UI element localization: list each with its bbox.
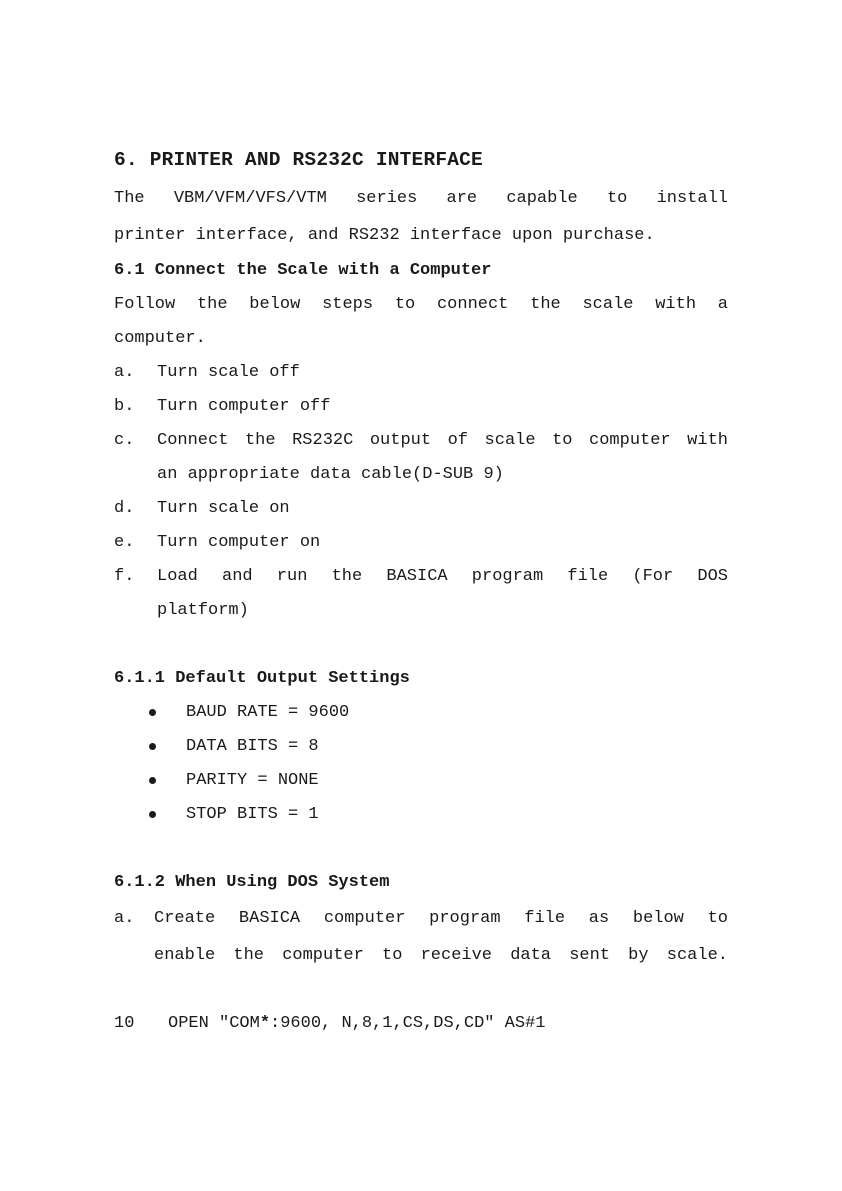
subsection-6-1-title: 6.1 Connect the Scale with a Computer [114, 261, 492, 280]
list-item [114, 492, 728, 526]
code-text-bold: * [259, 1014, 271, 1033]
setting-text: BAUD RATE = 9600 [186, 703, 350, 722]
list-item [114, 356, 728, 390]
step-text-line-2: platform) [157, 601, 249, 620]
list-item [114, 424, 728, 492]
step-text: Turn computer off [157, 397, 331, 416]
document-page [114, 146, 728, 1041]
step-text: Turn scale on [157, 499, 290, 518]
subsection-6-1-1-title: 6.1.1 Default Output Settings [114, 669, 410, 688]
code-text-after: :9600, N,8,1,CS,DS,CD" AS#1 [270, 1014, 546, 1033]
step-text [154, 900, 728, 974]
section-intro [114, 180, 728, 254]
setting-text: STOP BITS = 1 [186, 805, 319, 824]
setting-text: PARITY = NONE [186, 771, 319, 790]
step-marker: d. [114, 499, 135, 518]
code-text-before: OPEN "COM [168, 1014, 260, 1033]
spacer [114, 628, 728, 662]
list-item [114, 390, 728, 424]
step-text-line-1: Create BASICA computer program file as below to [154, 909, 728, 928]
subsection-6-1-2-title: 6.1.2 When Using DOS System [114, 873, 390, 892]
connection-steps-list [114, 356, 728, 628]
step-marker: c. [114, 431, 135, 450]
step-text: Turn scale off [157, 363, 300, 382]
step-text [157, 560, 728, 628]
step-text-line-1: Load and run the BASICA program file (For DOS [157, 567, 728, 586]
code-text [168, 1007, 545, 1041]
step-marker: e. [114, 533, 135, 552]
list-item [114, 526, 728, 560]
list-item [114, 764, 728, 798]
spacer [114, 832, 728, 866]
section-title: 6. PRINTER AND RS232C INTERFACE [114, 149, 483, 171]
step-text-line-2: enable the computer to receive data sent by scale. [154, 946, 728, 965]
step-text-line-2: an appropriate data cable(D-SUB 9) [157, 465, 504, 484]
default-settings-list [114, 696, 728, 832]
step-marker: a. [114, 363, 135, 382]
section-intro-line-2: printer interface, and RS232 interface upon purchase. [114, 226, 655, 245]
bullet-icon [114, 764, 186, 798]
step-marker: b. [114, 397, 135, 416]
step-text [157, 424, 728, 492]
list-item [114, 560, 728, 628]
subsection-6-1-intro [114, 288, 728, 356]
list-item [114, 798, 728, 832]
dos-step [114, 900, 728, 974]
step-marker: f. [114, 567, 135, 586]
step-marker: a. [114, 909, 135, 928]
section-intro-line-1: The VBM/VFM/VFS/VTM series are capable to install [114, 189, 728, 208]
setting-text: DATA BITS = 8 [186, 737, 319, 756]
list-item [114, 730, 728, 764]
subsection-6-1-intro-line-1: Follow the below steps to connect the scale with a [114, 295, 728, 314]
list-item [114, 696, 728, 730]
bullet-icon [114, 730, 186, 764]
subsection-6-1-intro-line-2: computer. [114, 329, 206, 348]
bullet-icon [114, 696, 186, 730]
step-text-line-1: Connect the RS232C output of scale to computer with [157, 431, 728, 450]
code-line [114, 1007, 728, 1041]
code-line-number: 10 [114, 1014, 135, 1033]
bullet-icon [114, 798, 186, 832]
step-text: Turn computer on [157, 533, 321, 552]
